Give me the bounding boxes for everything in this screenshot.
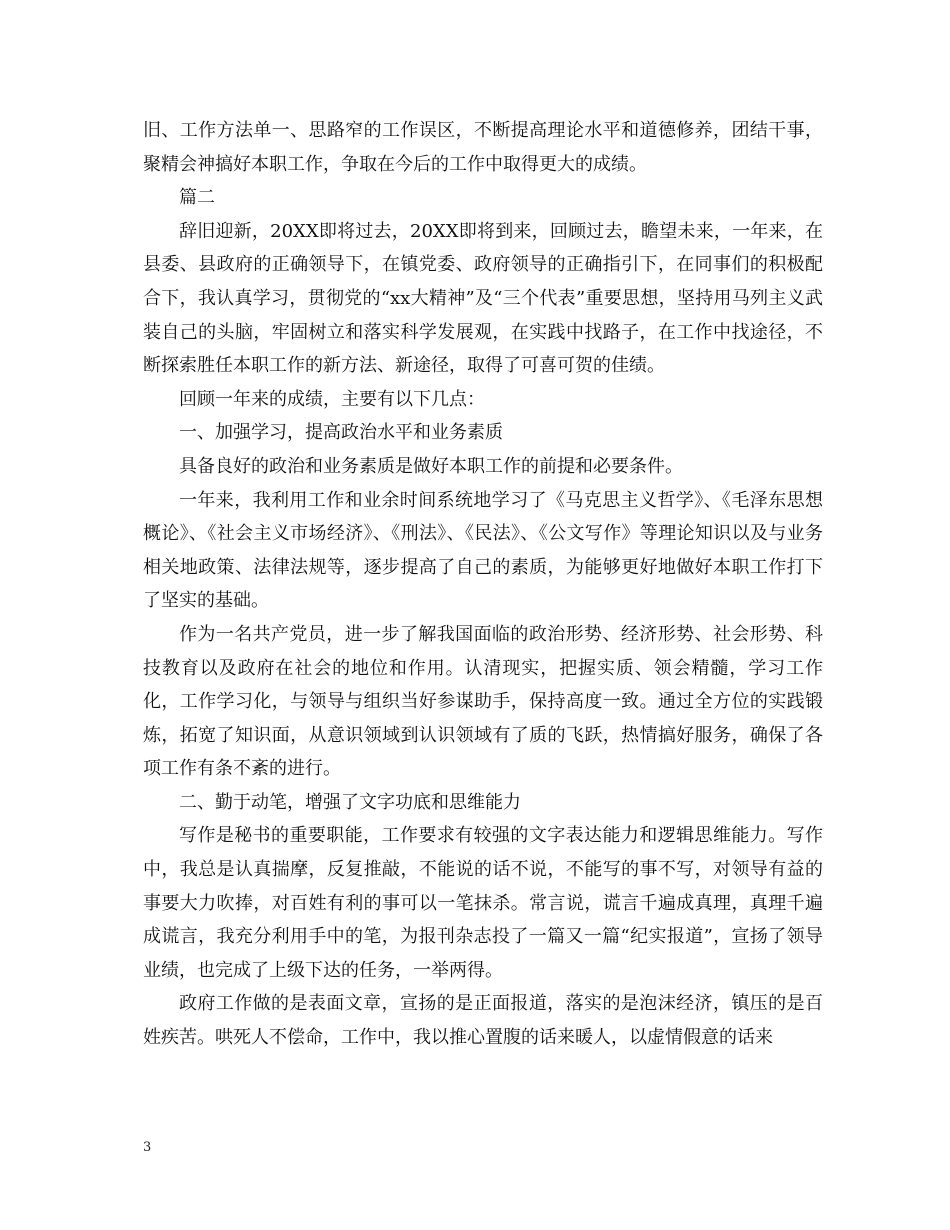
- heading-section-2: 二、勤于动笔，增强了文字功底和思维能力: [179, 791, 521, 813]
- page-number: 3: [143, 1140, 152, 1155]
- paragraph-4: 回顾一年来的成绩，主要有以下几点：: [179, 388, 485, 410]
- paragraph-11: 政府工作做的是表面文章，宣扬的是正面报道，落实的是泡沫经济，镇压的是百姓疾苦。哄死人不偿命，工作中，我以推心置腹的话来暖人，以虚情假意的话来: [143, 993, 823, 1049]
- paragraph-8: 作为一名共产党员，进一步了解我国面临的政治形势、经济形势、社会形势、科技教育以及政府在社会的地位和作用。认清现实，把握实质、领会精髓，学习工作化，工作学习化，与领导与组织当好参谋助手，保持高度一致。通过全方位的实践锻炼，拓宽了知识面，从意识领域到认识领域有了质的飞跃，热情搞好服务，确保了各项工作有条不紊的进行。: [143, 623, 823, 780]
- paragraph-6: 具备良好的政治和业务素质是做好本职工作的前提和必要条件。: [179, 455, 683, 477]
- section-heading-pian-er: 篇二: [179, 187, 215, 209]
- paragraph-1: 旧、工作方法单一、思路窄的工作误区，不断提高理论水平和道德修养，团结干事，聚精会神搞好本职工作，争取在今后的工作中取得更大的成绩。: [143, 120, 823, 175]
- document-body: [143, 114, 823, 1055]
- paragraph-3: 辞旧迎新，20XX即将过去，20XX即将到来，回顾过去，瞻望未来，一年来，在县委、县政府的正确领导下，在镇党委、政府领导的正确指引下，在同事们的积极配合下，我认真学习，贯彻党的“xx大精神”及“三个代表”重要思想，坚持用马列主义武装自己的头脑，牢固树立和落实科学发展观，在实践中找路子，在工作中找途径，不断探索胜任本职工作的新方法、新途径，取得了可喜可贺的佳绩。: [143, 220, 823, 377]
- paragraph-10: 写作是秘书的重要职能，工作要求有较强的文字表达能力和逻辑思维能力。写作中，我总是认真揣摩，反复推敲，不能说的话不说，不能写的事不写，对领导有益的事要大力吹捧，对百姓有利的事可以一笔抹杀。常言说，谎言千遍成真理，真理千遍成谎言，我充分利用手中的笔，为报刊杂志投了一篇又一篇“纪实报道”，宣扬了领导业绩，也完成了上级下达的任务，一举两得。: [143, 825, 823, 981]
- heading-section-1: 一、加强学习，提高政治水平和业务素质: [179, 422, 503, 444]
- paragraph-7: 一年来，我利用工作和业余时间系统地学习了《马克思主义哲学》、《毛泽东思想概论》、《社会主义市场经济》、《刑法》、《民法》、《公文写作》等理论知识以及与业务相关地政策、法律法规等，逐步提高了自己的素质，为能够更好地做好本职工作打下了坚实的基础。: [143, 489, 823, 612]
